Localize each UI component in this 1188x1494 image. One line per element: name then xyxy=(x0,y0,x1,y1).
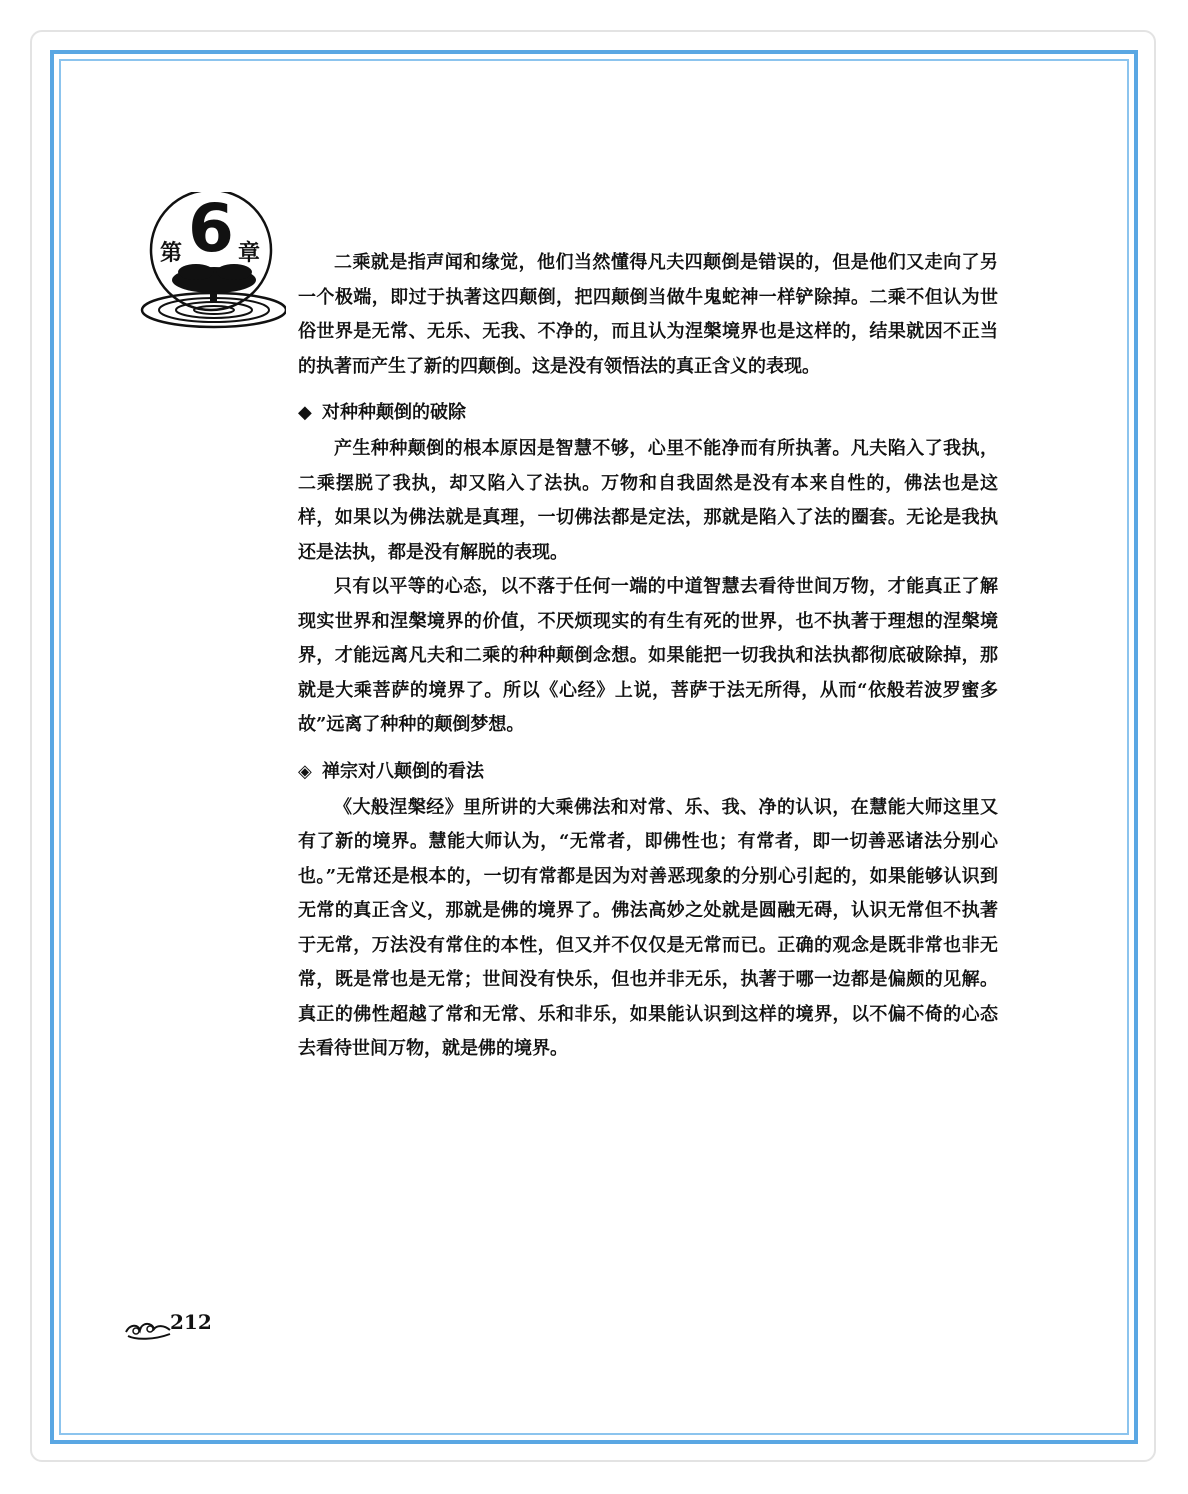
page-number: 212 xyxy=(170,1310,212,1334)
section2-paragraph-1: 《大般涅槃经》里所讲的大乘佛法和对常、乐、我、净的认识，在慧能大师这里又有了新的境界。慧能大师认为，“无常者，即佛性也；有常者，即一切善恶诸法分别心也。”无常还是根本的，一切有常都是因为对善恶现象的分别心引起的，如果能够认识到无常的真正含义，那就是佛的境界了。佛法高妙之处就是圆融无碍，认识无常但不执著于无常，万法没有常住的本性，但又并不仅仅是无常而已。正确的观念是既非常也非无常，既是常也是无常；世间没有快乐，但也并非无乐，执著于哪一边都是偏颇的见解。真正的佛性超越了常和无常、乐和非乐，如果能认识到这样的境界，以不偏不倚的心态去看待世间万物，就是佛的境界。 xyxy=(298,796,998,1059)
chapter-suffix: 章 xyxy=(238,241,261,266)
chapter-emblem xyxy=(136,192,286,342)
section-title: 对种种颠倒的破除 xyxy=(322,402,466,423)
chapter-number: 6 xyxy=(188,190,234,267)
diamond-bullet-icon: ◈ xyxy=(298,760,312,782)
chapter-prefix: 第 xyxy=(160,241,183,266)
page-body xyxy=(298,246,998,1067)
chapter-label xyxy=(136,192,286,302)
section-heading-1 xyxy=(298,398,998,428)
section1-paragraph-1: 产生种种颠倒的根本原因是智慧不够，心里不能净而有所执著。凡夫陷入了我执，二乘摆脱了我执，却又陷入了法执。万物和自我固然是没有本来自性的，佛法也是这样，如果以为佛法就是真理，一切佛法都是定法，那就是陷入了法的圈套。无论是我执还是法执，都是没有解脱的表现。 xyxy=(298,438,998,563)
section-heading-2 xyxy=(298,757,998,787)
section1-paragraph-2: 只有以平等的心态，以不落于任何一端的中道智慧去看待世间万物，才能真正了解现实世界和涅槃境界的价值，不厌烦现实的有生有死的世界，也不执著于理想的涅槃境界，才能远离凡夫和二乘的种种颠倒念想。如果能把一切我执和法执都彻底破除掉，那就是大乘菩萨的境界了。所以《心经》上说，菩萨于法无所得，从而“依般若波罗蜜多故”远离了种种的颠倒梦想。 xyxy=(298,576,998,735)
cloud-swirl-ornament-icon xyxy=(124,1316,172,1342)
section-title: 禅宗对八颠倒的看法 xyxy=(322,760,484,782)
intro-paragraph: 二乘就是指声闻和缘觉，他们当然懂得凡夫四颠倒是错误的，但是他们又走向了另一个极端，即过于执著这四颠倒，把四颠倒当做牛鬼蛇神一样铲除掉。二乘不但认为世俗世界是无常、无乐、无我、不净的，而且认为涅槃境界也是这样的，结果就因不正当的执著而产生了新的四颠倒。这是没有领悟法的真正含义的表现。 xyxy=(298,252,998,377)
diamond-bullet-icon: ◆ xyxy=(298,402,312,423)
